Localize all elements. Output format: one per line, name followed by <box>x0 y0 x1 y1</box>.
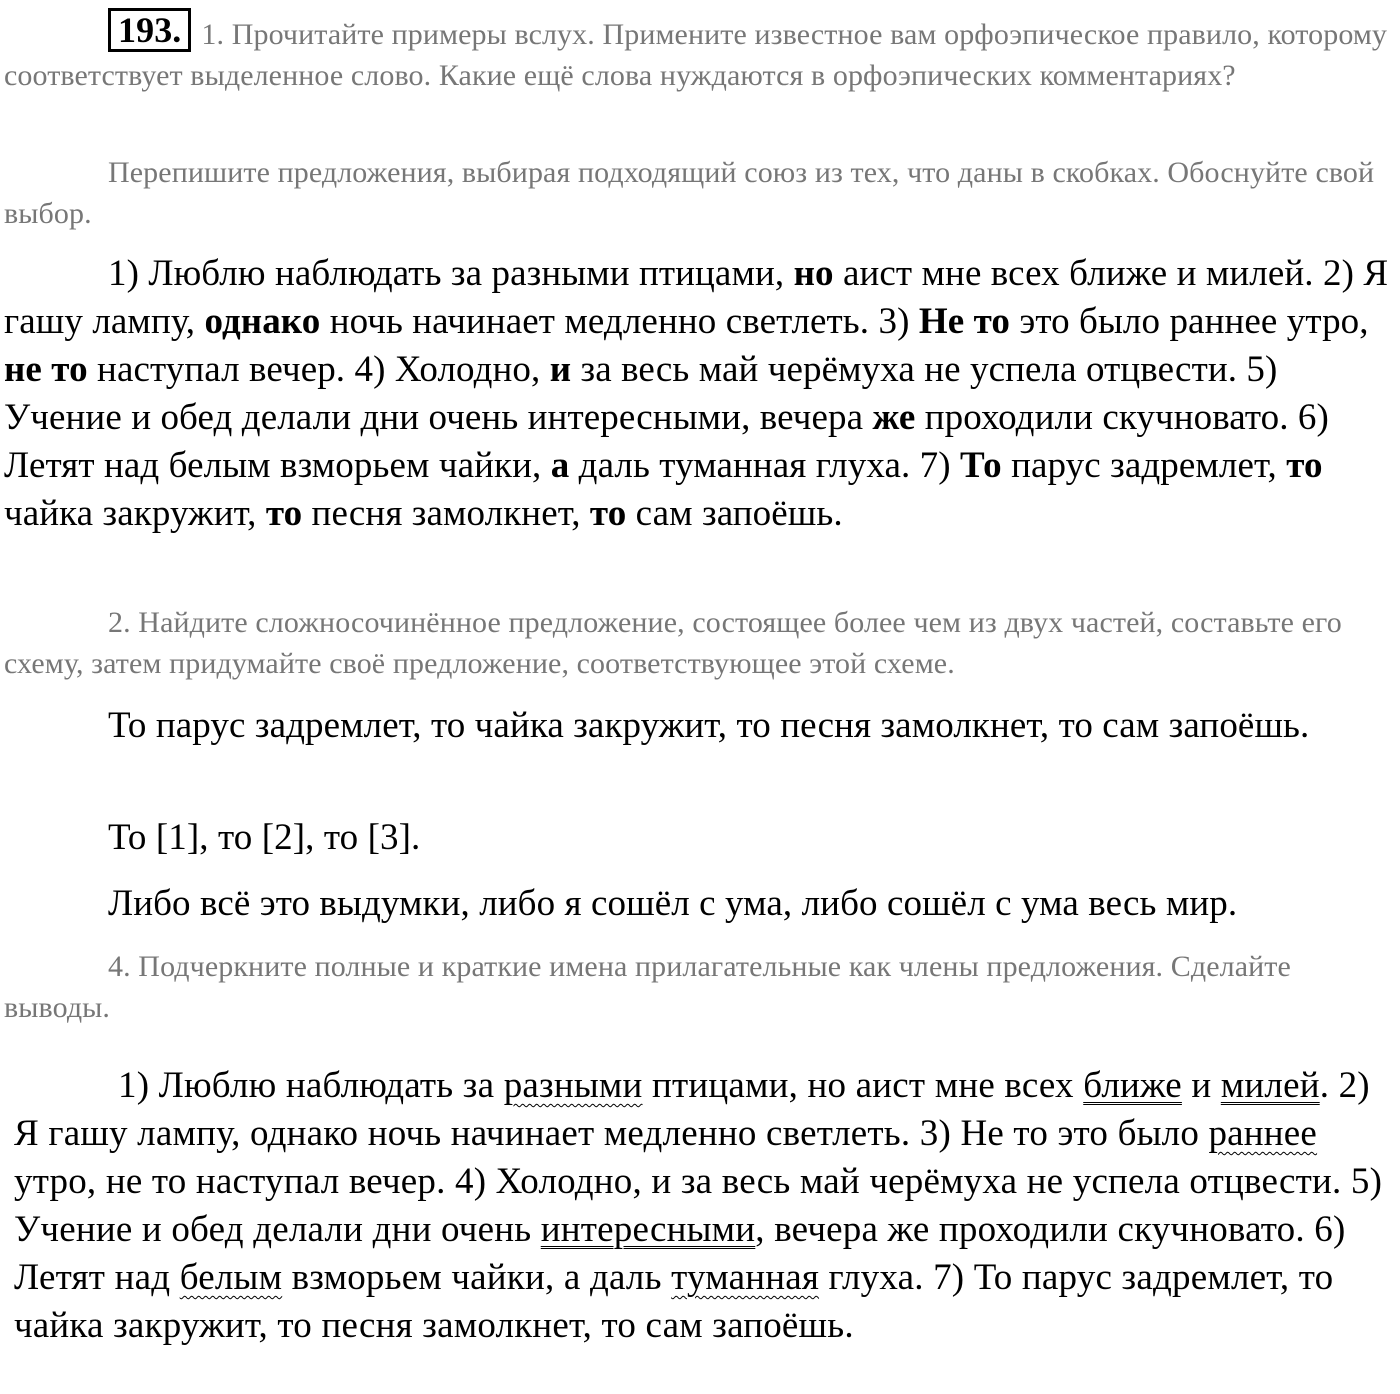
answer-text: птицами, но аист мне всех <box>642 1065 1084 1106</box>
answer-2-sentence: То парус задремлет, то чайка закружит, то песня замолкнет, то сам запоёшь. <box>108 705 1310 746</box>
conjunction-bold: Не то <box>918 301 1010 342</box>
conjunction-bold: не то <box>4 349 88 390</box>
sentence-text: чайка закружит, <box>4 493 266 534</box>
answer-text: , вечера же проходили скучновато. 6) Летят над <box>14 1209 1346 1298</box>
conjunction-bold: и <box>549 349 572 390</box>
underlined-adjective-attribute: белым <box>179 1257 283 1298</box>
sentence-text: даль туманная глуха. 7) <box>569 445 961 486</box>
conjunction-bold: то <box>1286 445 1323 486</box>
sentence-text: 1) Люблю наблюдать за разными птицами, <box>108 253 794 294</box>
exercise-sentences <box>4 250 1396 538</box>
answer-text: глуха. 7) То парус задремлет, то чайка закружит, то песня замолкнет, то сам запоёшь. <box>14 1257 1334 1346</box>
underlined-adjective-attribute: раннее <box>1208 1113 1318 1154</box>
conjunction-bold: то <box>265 493 303 534</box>
sentence-text: аист мне всех ближе и милей. 2) Я гашу лампу, <box>4 253 1389 342</box>
conjunction-bold: а <box>550 445 570 486</box>
task-4-instructions: 4. Подчеркните полные и краткие имена прилагательные как члены предложения. Сделайте выводы. <box>4 950 1291 1024</box>
conjunction-bold: то <box>589 493 627 534</box>
task-1-instructions <box>4 8 1396 96</box>
sentence-text: песня замолкнет, <box>302 493 590 534</box>
answer-text: взморьем чайки, а даль <box>282 1257 672 1298</box>
sentence-text: сам запоёшь. <box>626 493 843 534</box>
task-2-instructions: 2. Найдите сложносочинённое предложение, состоящее более чем из двух частей, составьте его схему, затем придумайте своё предложение, соответствующее этой схеме. <box>4 606 1342 680</box>
answer-2-own-sentence: Либо всё это выдумки, либо я сошёл с ума, либо сошёл с ума весь мир. <box>108 883 1238 924</box>
underlined-adjective-attribute: туманная <box>671 1257 820 1298</box>
sentence-text: ночь начинает медленно светлеть. 3) <box>320 301 919 342</box>
conjunction-bold: же <box>872 397 916 438</box>
answer-text: утро, не то наступал вечер. 4) Холодно, и за весь май черёмуха не успела отцвести. 5) Учение и обед делали дни очень <box>14 1161 1383 1250</box>
answer-text: 1) Люблю наблюдать за <box>118 1065 504 1106</box>
underlined-adjective-predicate: милей <box>1220 1065 1320 1106</box>
answer-text: . 2) Я гашу лампу, однако ночь начинает медленно светлеть. 3) Не то это было <box>14 1065 1370 1154</box>
sentence-text: за весь май черёмуха не успела отцвести. 5) Учение и обед делали дни очень интересными, вечера <box>4 349 1278 438</box>
answer-2-scheme: То [1], то [2], то [3]. <box>108 817 421 858</box>
conjunction-bold: однако <box>204 301 321 342</box>
sentence-text: это было раннее утро, <box>1009 301 1369 342</box>
underlined-adjective-predicate: интересными <box>540 1209 756 1250</box>
answer-4-text <box>14 1062 1400 1350</box>
answer-text: и <box>1181 1065 1221 1106</box>
exercise-number: 193. <box>108 8 191 52</box>
sentence-text: наступал вечер. 4) Холодно, <box>87 349 550 390</box>
underlined-adjective-attribute: разными <box>503 1065 643 1106</box>
conjunction-bold: То <box>960 445 1002 486</box>
conjunction-bold: но <box>793 253 834 294</box>
sentence-text: проходили скучновато. 6) Летят над белым взморьем чайки, <box>4 397 1329 486</box>
task-1-text: 1. Прочитайте примеры вслух. Примените известное вам орфоэпическое правило, которому соответствует выделенное слово. Какие ещё слова нуждаются в орфоэпических комментариях? <box>4 18 1388 92</box>
underlined-adjective-predicate: ближе <box>1083 1065 1182 1106</box>
task-1b-instructions: Перепишите предложения, выбирая подходящий союз из тех, что даны в скобках. Обоснуйте свой выбор. <box>4 156 1375 230</box>
sentence-text: парус задремлет, <box>1001 445 1287 486</box>
